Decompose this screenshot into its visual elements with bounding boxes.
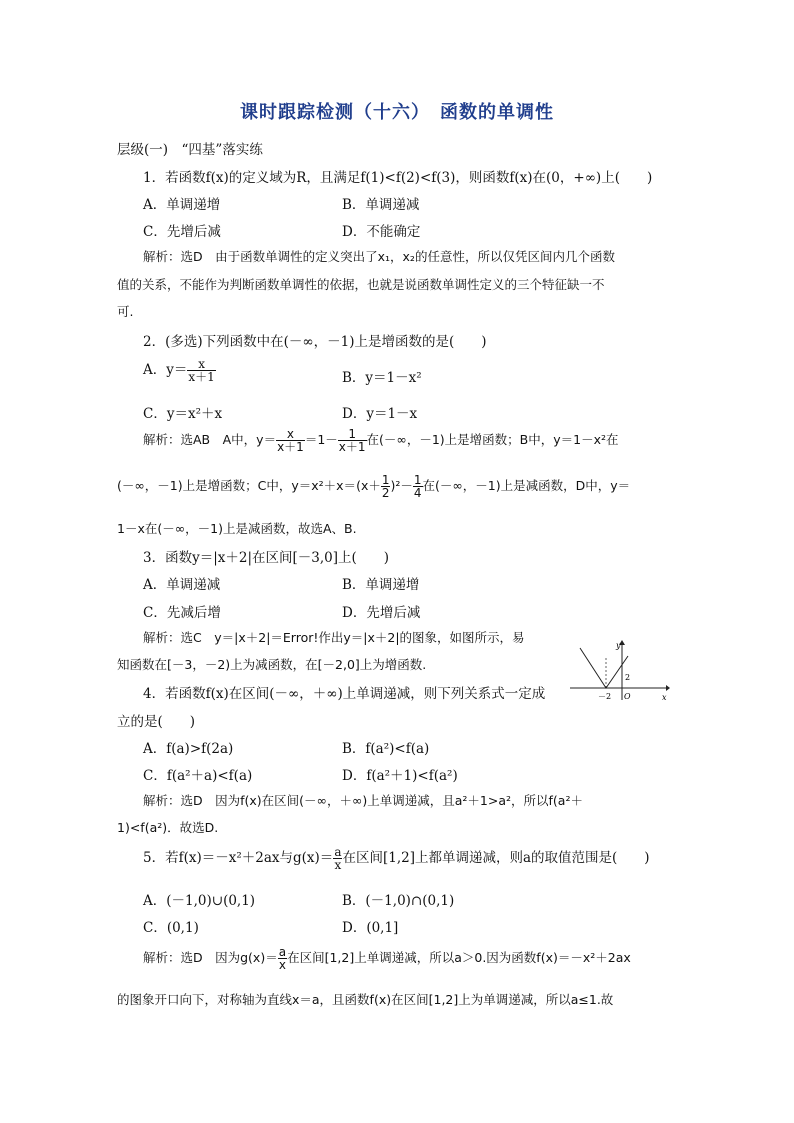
y-intercept-label: 2 bbox=[625, 673, 631, 682]
q5-solution-line-1: 解析：选D 因为g(x)＝ $\frac{a}{x}$ 在区间[1,2]上单调递减，所以a＞0.因为函数f(x)＝－x²＋2ax bbox=[143, 945, 631, 972]
q4-option-d: D．f(a²＋1)<f(a²) bbox=[342, 768, 458, 784]
q5-solution-line-2: 的图象开口向下，对称轴为直线x＝a，且函数f(x)在区间[1,2]上为单调递减，所以a≤1.故 bbox=[117, 992, 614, 1007]
page-title: 课时跟踪检测（十六） 函数的单调性 bbox=[240, 102, 554, 123]
q5-option-a: A．(－1,0)∪(0,1) bbox=[143, 893, 256, 909]
q3-option-c: C．先减后增 bbox=[143, 605, 221, 621]
q4-option-a: A．f(a)>f(2a) bbox=[143, 741, 234, 757]
q1-option-a: A．单调递增 bbox=[143, 197, 221, 213]
y-axis-label: y bbox=[616, 641, 621, 650]
q2-solution-line-1: 解析：选AB A中，y＝ $\frac{x}{x+1}$ ＝1－ $\frac{1}{x+1}$ 在(－∞，－1)上是增函数；B中，y＝1－x²在 bbox=[143, 427, 619, 454]
question-2-stem: 2．(多选)下列函数中在(－∞，－1)上是增函数的是( ) bbox=[143, 334, 487, 350]
section-heading: 层级(一) “四基”落实练 bbox=[117, 142, 263, 158]
q1-option-d: D．不能确定 bbox=[342, 224, 421, 240]
q5-option-b: B．(－1,0)∩(0,1) bbox=[342, 893, 455, 909]
question-1-stem: 1．若函数f(x)的定义域为R，且满足f(1)<f(2)<f(3)，则函数f(x)在(0，+∞)上( ) bbox=[143, 170, 653, 186]
q1-solution-line-3: 可. bbox=[117, 304, 134, 319]
q4-option-b: B．f(a²)<f(a) bbox=[342, 741, 430, 757]
q3-option-a: A．单调递减 bbox=[143, 577, 221, 593]
x-axis-arrow bbox=[666, 685, 670, 691]
question-5-stem: 5．若f(x)＝－x²＋2ax与g(x)＝ $\frac{a}{x}$ 在区间[1,2]上都单调递减，则a的取值范围是( ) bbox=[143, 845, 650, 872]
question-3-stem: 3．函数y＝|x＋2|在区间[－3,0]上( ) bbox=[143, 550, 390, 566]
q1-option-b: B．单调递减 bbox=[342, 197, 420, 213]
q5-option-d: D．(0,1] bbox=[342, 920, 399, 936]
q5-option-c: C．(0,1) bbox=[143, 920, 199, 936]
question-4-stem-line-1: 4．若函数f(x)在区间(－∞，＋∞)上单调递减，则下列关系式一定成 bbox=[143, 686, 546, 702]
x-axis-label: x bbox=[662, 693, 667, 702]
q2-option-d: D．y＝1－x bbox=[342, 406, 418, 422]
q1-option-c: C．先增后减 bbox=[143, 224, 221, 240]
q4-solution-line-2: 1)<f(a²)．故选D. bbox=[117, 820, 219, 835]
graph-curve bbox=[580, 648, 631, 688]
q4-solution-line-1: 解析：选D 因为f(x)在区间(－∞，＋∞)上单调递减，且a²＋1>a²，所以f(a²＋ bbox=[143, 793, 583, 808]
q3-option-d: D．先增后减 bbox=[342, 605, 421, 621]
q2-solution-line-3: 1－x在(－∞，－1)上是减函数，故选A、B. bbox=[117, 521, 357, 536]
question-4-stem-line-2: 立的是( ) bbox=[117, 714, 196, 730]
q2-option-b: B．y＝1－x² bbox=[342, 370, 422, 386]
q3-solution-line-1: 解析：选C y＝|x＋2|＝Error!作出y＝|x＋2|的图象，如图所示，易 bbox=[143, 630, 525, 645]
q2-option-a: A．y＝ $\frac{x}{x+1}$ bbox=[143, 357, 215, 384]
abs-function-graph bbox=[570, 638, 670, 702]
q4-option-c: C．f(a²＋a)<f(a) bbox=[143, 768, 253, 784]
q3-solution-line-2: 知函数在[－3，－2)上为减函数，在[－2,0]上为增函数. bbox=[117, 657, 427, 672]
q3-option-b: B．单调递增 bbox=[342, 577, 420, 593]
q2-option-c: C．y＝x²＋x bbox=[143, 406, 223, 422]
q1-solution-line-1: 解析：选D 由于函数单调性的定义突出了x₁，x₂的任意性，所以仅凭区间内几个函数 bbox=[143, 249, 615, 264]
origin-label: O bbox=[624, 692, 631, 701]
q1-solution-line-2: 值的关系，不能作为判断函数单调性的依据，也就是说函数单调性定义的三个特征缺一不 bbox=[117, 277, 605, 292]
q2-solution-line-2: (－∞，－1)上是增函数；C中，y＝x²＋x＝(x＋ $\frac{1}{2}$ )²－ $\frac{1}{4}$ 在(－∞，－1)上是减函数，D中，y＝ bbox=[117, 473, 631, 500]
vertex-label: －2 bbox=[598, 692, 612, 701]
